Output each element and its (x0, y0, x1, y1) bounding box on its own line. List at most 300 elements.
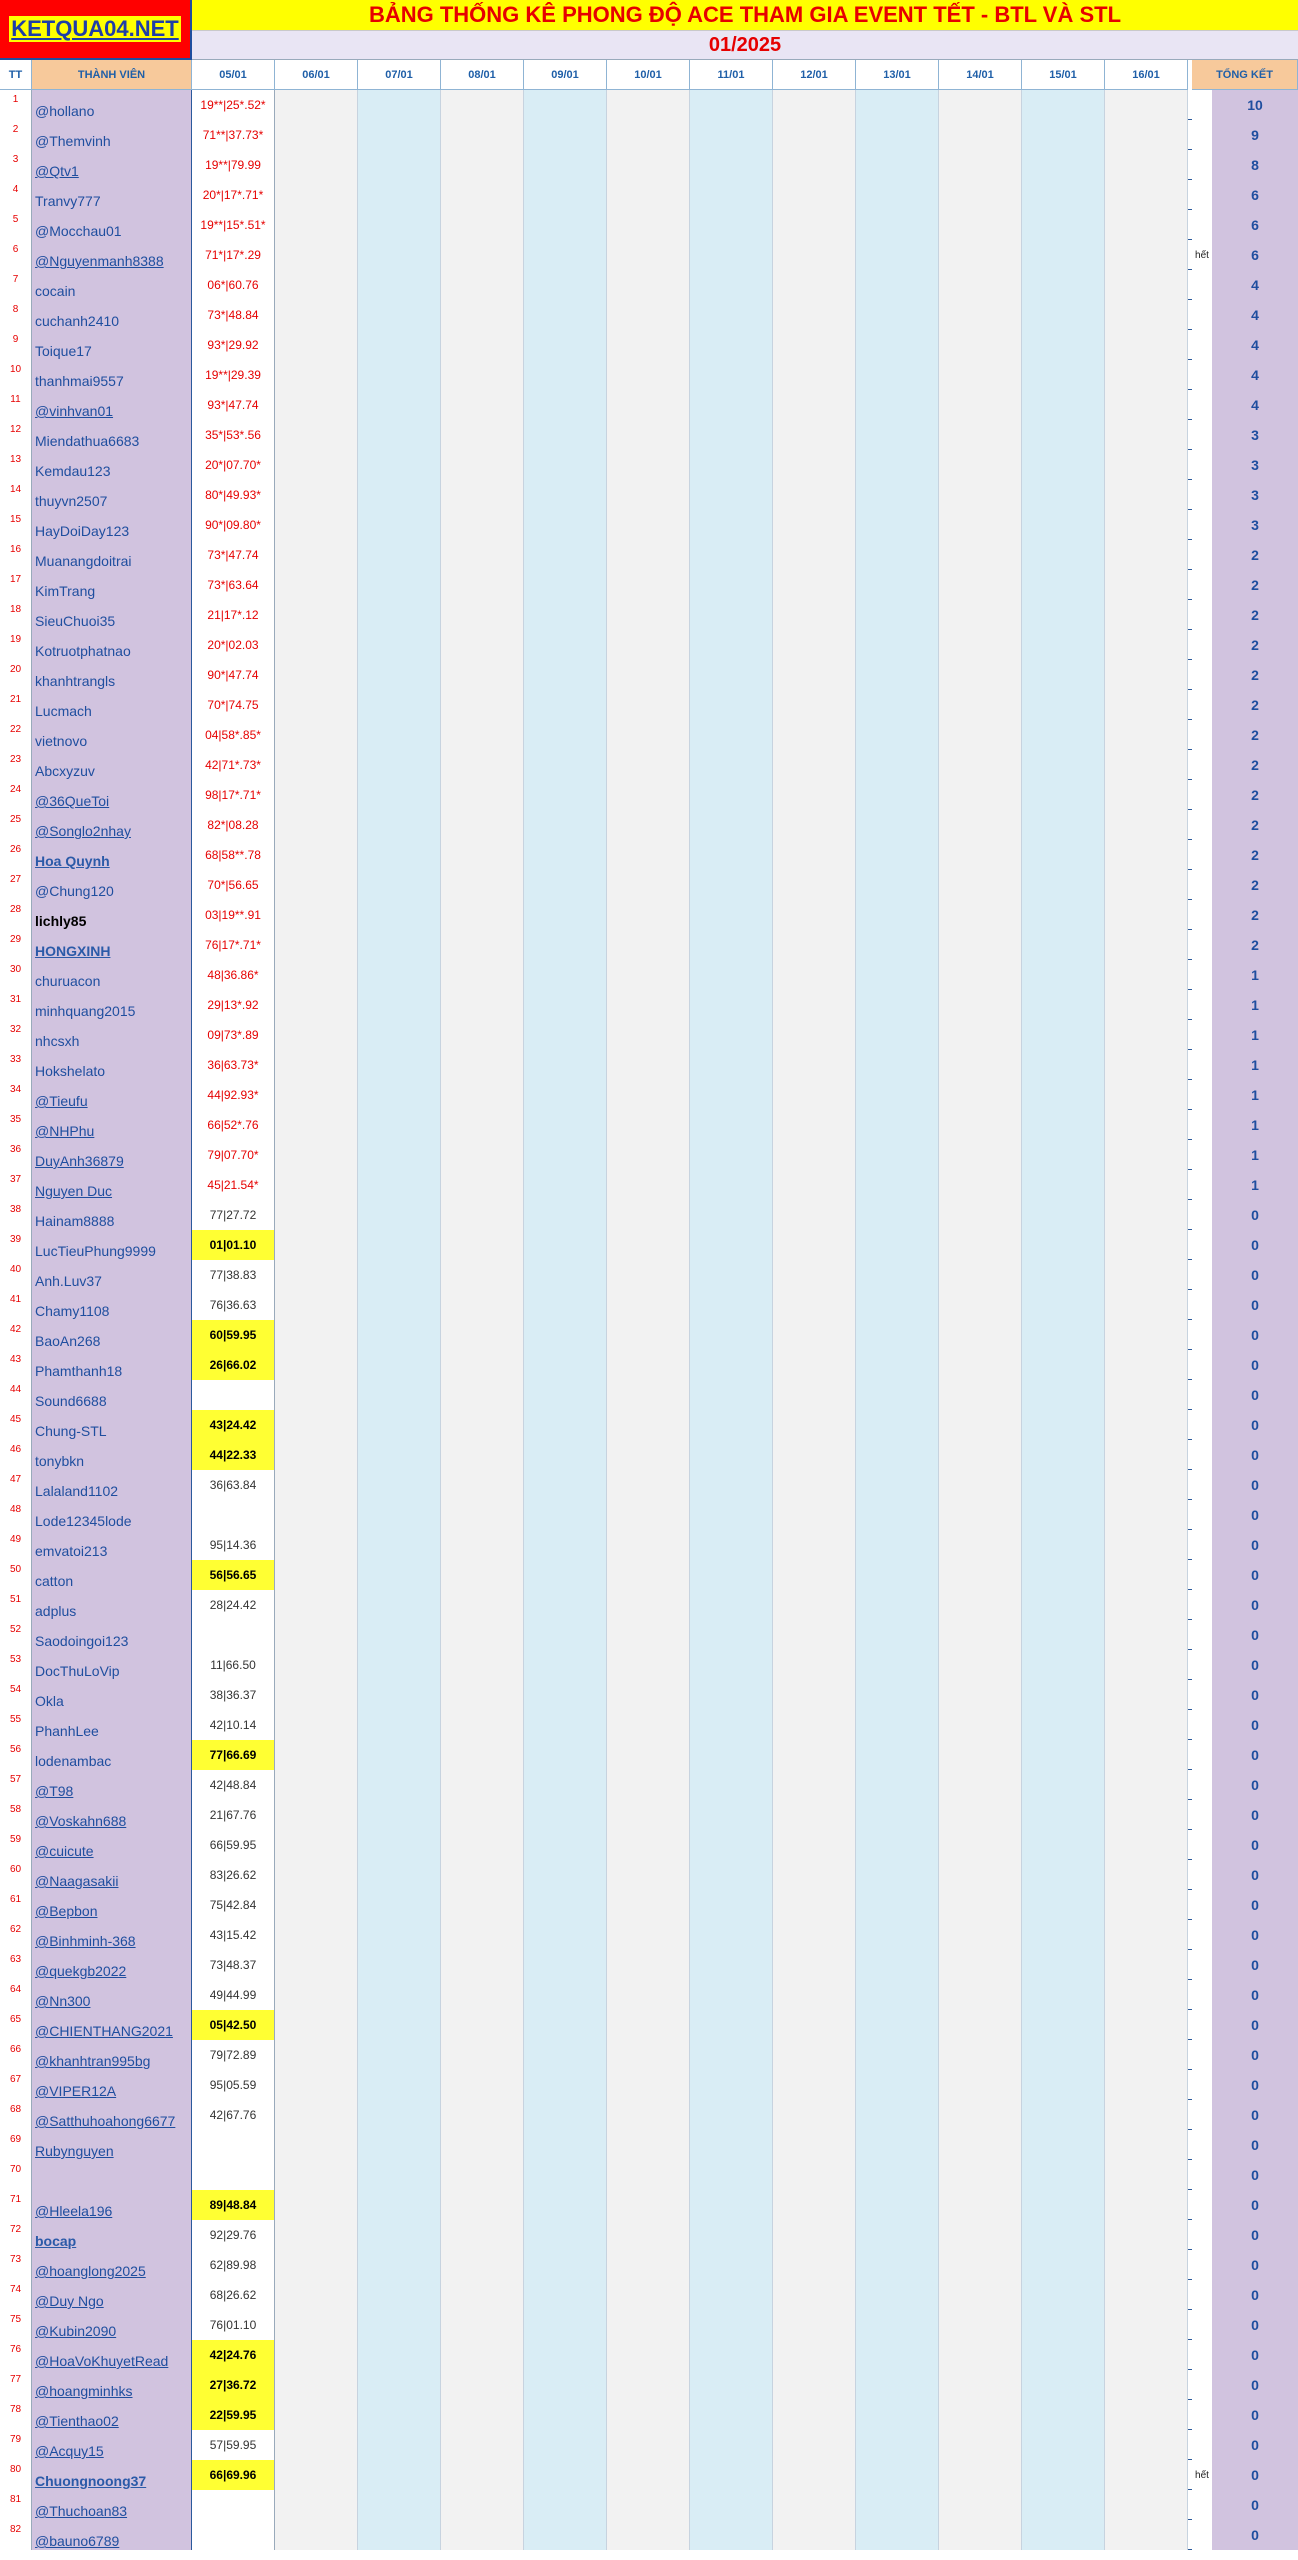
day-cell (690, 2130, 773, 2160)
day-cell (939, 240, 1022, 270)
day-cell (441, 1560, 524, 1590)
day-cell (358, 2100, 441, 2130)
day-cell (441, 2520, 524, 2550)
member-name[interactable]: Hoa Quynh (32, 840, 192, 870)
day-cell (524, 1800, 607, 1830)
day-cell (358, 1770, 441, 1800)
day-cell (607, 1260, 690, 1290)
day-cell (690, 1740, 773, 1770)
prediction-cell: 43|24.42 (192, 1410, 275, 1440)
prediction-cell: 83|26.62 (192, 1860, 275, 1890)
member-name: Hokshelato (32, 1050, 192, 1080)
day-cell (607, 1920, 690, 1950)
day-cell (773, 2040, 856, 2070)
status-note (1192, 990, 1212, 1020)
prediction-cell: 42|67.76 (192, 2100, 275, 2130)
table-row (0, 2100, 1298, 2130)
total-score: 0 (1212, 1770, 1298, 1800)
day-cell (773, 2250, 856, 2280)
day-cell (275, 2460, 358, 2490)
day-cell (856, 2460, 939, 2490)
day-cell (524, 1020, 607, 1050)
day-cell (1105, 1050, 1188, 1080)
day-cell (939, 1050, 1022, 1080)
day-cell (275, 1260, 358, 1290)
status-note (1192, 2430, 1212, 2460)
day-cell (607, 2490, 690, 2520)
row-number: 51 (0, 1590, 32, 1620)
member-name[interactable]: @Thuchoan83 (32, 2490, 192, 2520)
day-cell (939, 2460, 1022, 2490)
member-name[interactable]: @hoanglong2025 (32, 2250, 192, 2280)
table-row (0, 2400, 1298, 2430)
day-cell (1022, 330, 1105, 360)
member-name: HayDoiDay123 (32, 510, 192, 540)
day-cell (441, 870, 524, 900)
day-cell (690, 660, 773, 690)
day-cell (275, 1710, 358, 1740)
day-cell (1105, 1920, 1188, 1950)
day-cell (607, 240, 690, 270)
day-cell (1022, 630, 1105, 660)
status-note (1192, 420, 1212, 450)
row-number: 24 (0, 780, 32, 810)
member-name[interactable]: @Tienthao02 (32, 2400, 192, 2430)
day-cell (607, 210, 690, 240)
member-name[interactable]: @bauno6789 (32, 2520, 192, 2550)
member-name[interactable]: @NHPhu (32, 1110, 192, 1140)
day-cell (939, 300, 1022, 330)
day-cell (690, 1200, 773, 1230)
day-cell (1022, 1290, 1105, 1320)
member-name[interactable]: @Nn300 (32, 1980, 192, 2010)
day-cell (441, 1500, 524, 1530)
day-cell (524, 1530, 607, 1560)
day-cell (358, 1860, 441, 1890)
day-cell (1022, 1890, 1105, 1920)
page-title: BẢNG THỐNG KÊ PHONG ĐỘ ACE THAM GIA EVENT TẾT - BTL VÀ STL (192, 0, 1298, 31)
total-score: 0 (1212, 2250, 1298, 2280)
day-cell (441, 1080, 524, 1110)
day-cell (358, 930, 441, 960)
total-score: 4 (1212, 270, 1298, 300)
day-cell (1105, 150, 1188, 180)
status-note (1192, 150, 1212, 180)
row-number: 25 (0, 810, 32, 840)
day-cell (1105, 1440, 1188, 1470)
day-cell (939, 1800, 1022, 1830)
day-cell (773, 2340, 856, 2370)
member-name[interactable]: @Bepbon (32, 1890, 192, 1920)
day-cell (1022, 1020, 1105, 1050)
day-cell (358, 90, 441, 120)
day-cell (1022, 1920, 1105, 1950)
day-cell (524, 2460, 607, 2490)
day-cell (690, 1890, 773, 1920)
day-cell (690, 1560, 773, 1590)
status-note (1192, 690, 1212, 720)
member-name[interactable]: @cuicute (32, 1830, 192, 1860)
day-cell (524, 750, 607, 780)
row-number: 18 (0, 600, 32, 630)
day-cell (607, 690, 690, 720)
member-name[interactable]: @Qtv1 (32, 150, 192, 180)
day-cell (773, 900, 856, 930)
member-name[interactable]: @Tieufu (32, 1080, 192, 1110)
day-cell (607, 330, 690, 360)
row-number: 69 (0, 2130, 32, 2160)
day-cell (358, 300, 441, 330)
day-cell (607, 1710, 690, 1740)
day-cell (1105, 780, 1188, 810)
day-cell (690, 2220, 773, 2250)
day-cell (1022, 2370, 1105, 2400)
member-name[interactable]: @Binhminh-368 (32, 1920, 192, 1950)
day-cell (690, 1260, 773, 1290)
table-row (0, 1290, 1298, 1320)
day-cell (441, 1980, 524, 2010)
site-logo[interactable] (0, 0, 192, 60)
member-name[interactable]: bocap (32, 2220, 192, 2250)
day-cell (773, 1230, 856, 1260)
day-cell (358, 120, 441, 150)
prediction-cell: 66|59.95 (192, 1830, 275, 1860)
prediction-cell: 57|59.95 (192, 2430, 275, 2460)
member-name[interactable]: Nguyen Duc (32, 1170, 192, 1200)
table-row (0, 90, 1298, 120)
day-cell (1022, 1560, 1105, 1590)
day-cell (1105, 2370, 1188, 2400)
day-cell (1022, 840, 1105, 870)
prediction-cell: 62|89.98 (192, 2250, 275, 2280)
day-cell (607, 420, 690, 450)
row-number: 61 (0, 1890, 32, 1920)
row-number: 20 (0, 660, 32, 690)
day-cell (358, 960, 441, 990)
prediction-cell: 21|17*.12 (192, 600, 275, 630)
day-cell (690, 1290, 773, 1320)
table-row (0, 2190, 1298, 2220)
member-name[interactable]: Rubynguyen (32, 2130, 192, 2160)
day-cell (1022, 1800, 1105, 1830)
member-name[interactable]: @36QueToi (32, 780, 192, 810)
day-cell (275, 300, 358, 330)
day-cell (939, 900, 1022, 930)
table-row (0, 870, 1298, 900)
table-row (0, 1440, 1298, 1470)
member-name[interactable]: @T98 (32, 1770, 192, 1800)
day-cell (358, 450, 441, 480)
member-name[interactable]: @VIPER12A (32, 2070, 192, 2100)
row-number: 70 (0, 2160, 32, 2190)
site-logo-link[interactable]: KETQUA04.NET (11, 16, 179, 41)
table-row (0, 1800, 1298, 1830)
day-cell (1022, 2310, 1105, 2340)
day-cell (1022, 210, 1105, 240)
member-name[interactable]: @Hleela196 (32, 2190, 192, 2220)
day-cell (441, 1890, 524, 1920)
total-score: 1 (1212, 1050, 1298, 1080)
day-cell (441, 1830, 524, 1860)
member-name[interactable]: HONGXINH (32, 930, 192, 960)
member-name[interactable]: @Duy Ngo (32, 2280, 192, 2310)
day-cell (1022, 480, 1105, 510)
day-cell (773, 930, 856, 960)
day-cell (856, 1440, 939, 1470)
day-cell (773, 2100, 856, 2130)
day-cell (690, 870, 773, 900)
row-number: 36 (0, 1140, 32, 1170)
day-cell (939, 960, 1022, 990)
day-cell (939, 1590, 1022, 1620)
day-cell (441, 1020, 524, 1050)
day-cell (275, 1140, 358, 1170)
day-cell (1022, 2250, 1105, 2280)
day-cell (441, 510, 524, 540)
day-cell (939, 540, 1022, 570)
day-cell (856, 2370, 939, 2400)
prediction-cell: 44|22.33 (192, 1440, 275, 1470)
day-cell (939, 1500, 1022, 1530)
day-cell (358, 360, 441, 390)
row-number: 81 (0, 2490, 32, 2520)
prediction-cell: 19**|79.99 (192, 150, 275, 180)
day-cell (1105, 300, 1188, 330)
day-cell (1022, 2130, 1105, 2160)
day-cell (524, 570, 607, 600)
day-cell (358, 540, 441, 570)
member-name[interactable]: @vinhvan01 (32, 390, 192, 420)
day-cell (358, 1620, 441, 1650)
day-cell (856, 270, 939, 300)
table-row (0, 1080, 1298, 1110)
row-number: 26 (0, 840, 32, 870)
day-cell (690, 780, 773, 810)
total-score: 2 (1212, 570, 1298, 600)
table-row (0, 2490, 1298, 2520)
day-cell (690, 330, 773, 360)
row-number: 49 (0, 1530, 32, 1560)
col-header-date: 09/01 (524, 60, 607, 90)
day-cell (773, 1140, 856, 1170)
day-cell (690, 540, 773, 570)
member-name[interactable]: @hoangminhks (32, 2370, 192, 2400)
day-cell (275, 780, 358, 810)
day-cell (856, 2340, 939, 2370)
member-name[interactable]: @CHIENTHANG2021 (32, 2010, 192, 2040)
prediction-cell: 76|17*.71* (192, 930, 275, 960)
member-name[interactable]: @HoaVoKhuyetRead (32, 2340, 192, 2370)
table-row (0, 1890, 1298, 1920)
member-name[interactable]: @quekgb2022 (32, 1950, 192, 1980)
day-cell (856, 1350, 939, 1380)
row-number: 64 (0, 1980, 32, 2010)
day-cell (690, 270, 773, 300)
day-cell (690, 2490, 773, 2520)
day-cell (441, 120, 524, 150)
day-cell (1022, 2160, 1105, 2190)
member-name: cocain (32, 270, 192, 300)
status-note (1192, 2160, 1212, 2190)
member-name[interactable]: @Naagasakii (32, 1860, 192, 1890)
total-score: 1 (1212, 1080, 1298, 1110)
day-cell (275, 840, 358, 870)
day-cell (856, 420, 939, 450)
day-cell (358, 1200, 441, 1230)
day-cell (856, 1470, 939, 1500)
table-row (0, 630, 1298, 660)
prediction-cell: 73*|47.74 (192, 540, 275, 570)
day-cell (1105, 2520, 1188, 2550)
status-note (1192, 1710, 1212, 1740)
day-cell (358, 720, 441, 750)
status-note (1192, 1860, 1212, 1890)
row-number: 59 (0, 1830, 32, 1860)
prediction-cell: 38|36.37 (192, 1680, 275, 1710)
member-name[interactable]: @Kubin2090 (32, 2310, 192, 2340)
day-cell (690, 240, 773, 270)
day-cell (275, 810, 358, 840)
day-cell (358, 1230, 441, 1260)
day-cell (275, 390, 358, 420)
status-note (1192, 1680, 1212, 1710)
day-cell (1105, 1800, 1188, 1830)
day-cell (1105, 810, 1188, 840)
day-cell (939, 1080, 1022, 1110)
day-cell (1105, 2490, 1188, 2520)
day-cell (939, 2130, 1022, 2160)
member-name[interactable]: DuyAnh36879 (32, 1140, 192, 1170)
table-row (0, 2040, 1298, 2070)
day-cell (524, 210, 607, 240)
day-cell (856, 1110, 939, 1140)
member-name: SieuChuoi35 (32, 600, 192, 630)
table-row (0, 330, 1298, 360)
day-cell (607, 930, 690, 960)
day-cell (690, 480, 773, 510)
day-cell (275, 1860, 358, 1890)
day-cell (690, 1650, 773, 1680)
day-cell (275, 2070, 358, 2100)
prediction-cell: 89|48.84 (192, 2190, 275, 2220)
day-cell (1022, 690, 1105, 720)
day-cell (856, 1800, 939, 1830)
day-cell (275, 1200, 358, 1230)
day-cell (607, 1170, 690, 1200)
total-score: 6 (1212, 180, 1298, 210)
day-cell (524, 330, 607, 360)
day-cell (524, 2190, 607, 2220)
day-cell (358, 1350, 441, 1380)
day-cell (441, 150, 524, 180)
day-cell (275, 1530, 358, 1560)
day-cell (856, 2040, 939, 2070)
day-cell (607, 810, 690, 840)
member-name[interactable]: Chuongnoong37 (32, 2460, 192, 2490)
day-cell (607, 120, 690, 150)
status-note (1192, 1980, 1212, 2010)
day-cell (524, 1410, 607, 1440)
status-note (1192, 900, 1212, 930)
day-cell (607, 1740, 690, 1770)
day-cell (690, 1770, 773, 1800)
member-name[interactable]: @Nguyenmanh8388 (32, 240, 192, 270)
row-number: 63 (0, 1950, 32, 1980)
row-number: 35 (0, 1110, 32, 1140)
prediction-cell (192, 2520, 275, 2550)
day-cell (1105, 750, 1188, 780)
status-note (1192, 510, 1212, 540)
day-cell (773, 240, 856, 270)
table-row (0, 2250, 1298, 2280)
table-row (0, 1140, 1298, 1170)
member-name[interactable]: @Songlo2nhay (32, 810, 192, 840)
day-cell (441, 330, 524, 360)
total-score: 0 (1212, 2130, 1298, 2160)
member-name[interactable]: @Acquy15 (32, 2430, 192, 2460)
day-cell (773, 2400, 856, 2430)
prediction-cell: 73*|63.64 (192, 570, 275, 600)
day-cell (524, 2220, 607, 2250)
member-name[interactable]: @Voskahn688 (32, 1800, 192, 1830)
row-number: 5 (0, 210, 32, 240)
day-cell (524, 1740, 607, 1770)
day-cell (1105, 1020, 1188, 1050)
day-cell (441, 2010, 524, 2040)
day-cell (773, 720, 856, 750)
day-cell (358, 1440, 441, 1470)
table-row (0, 2460, 1298, 2490)
member-name: @Themvinh (32, 120, 192, 150)
row-number: 14 (0, 480, 32, 510)
day-cell (607, 270, 690, 300)
day-cell (358, 1260, 441, 1290)
status-note (1192, 1440, 1212, 1470)
day-cell (524, 90, 607, 120)
prediction-cell: 06*|60.76 (192, 270, 275, 300)
day-cell (690, 750, 773, 780)
col-header-date: 08/01 (441, 60, 524, 90)
row-number: 79 (0, 2430, 32, 2460)
day-cell (773, 420, 856, 450)
day-cell (358, 1590, 441, 1620)
prediction-cell: 36|63.73* (192, 1050, 275, 1080)
row-number: 75 (0, 2310, 32, 2340)
day-cell (856, 1170, 939, 1200)
day-cell (773, 1890, 856, 1920)
day-cell (275, 360, 358, 390)
day-cell (441, 270, 524, 300)
status-note (1192, 1110, 1212, 1140)
day-cell (1105, 2220, 1188, 2250)
day-cell (856, 2100, 939, 2130)
day-cell (441, 1590, 524, 1620)
day-cell (690, 1080, 773, 1110)
day-cell (690, 1170, 773, 1200)
member-name[interactable]: @Satthuhoahong6677 (32, 2100, 192, 2130)
day-cell (1105, 870, 1188, 900)
member-name[interactable]: @khanhtran995bg (32, 2040, 192, 2070)
day-cell (1105, 210, 1188, 240)
day-cell (939, 630, 1022, 660)
status-note (1192, 720, 1212, 750)
day-cell (607, 2310, 690, 2340)
day-cell (939, 1230, 1022, 1260)
day-cell (524, 1980, 607, 2010)
day-cell (275, 1440, 358, 1470)
day-cell (441, 1350, 524, 1380)
row-number: 38 (0, 1200, 32, 1230)
